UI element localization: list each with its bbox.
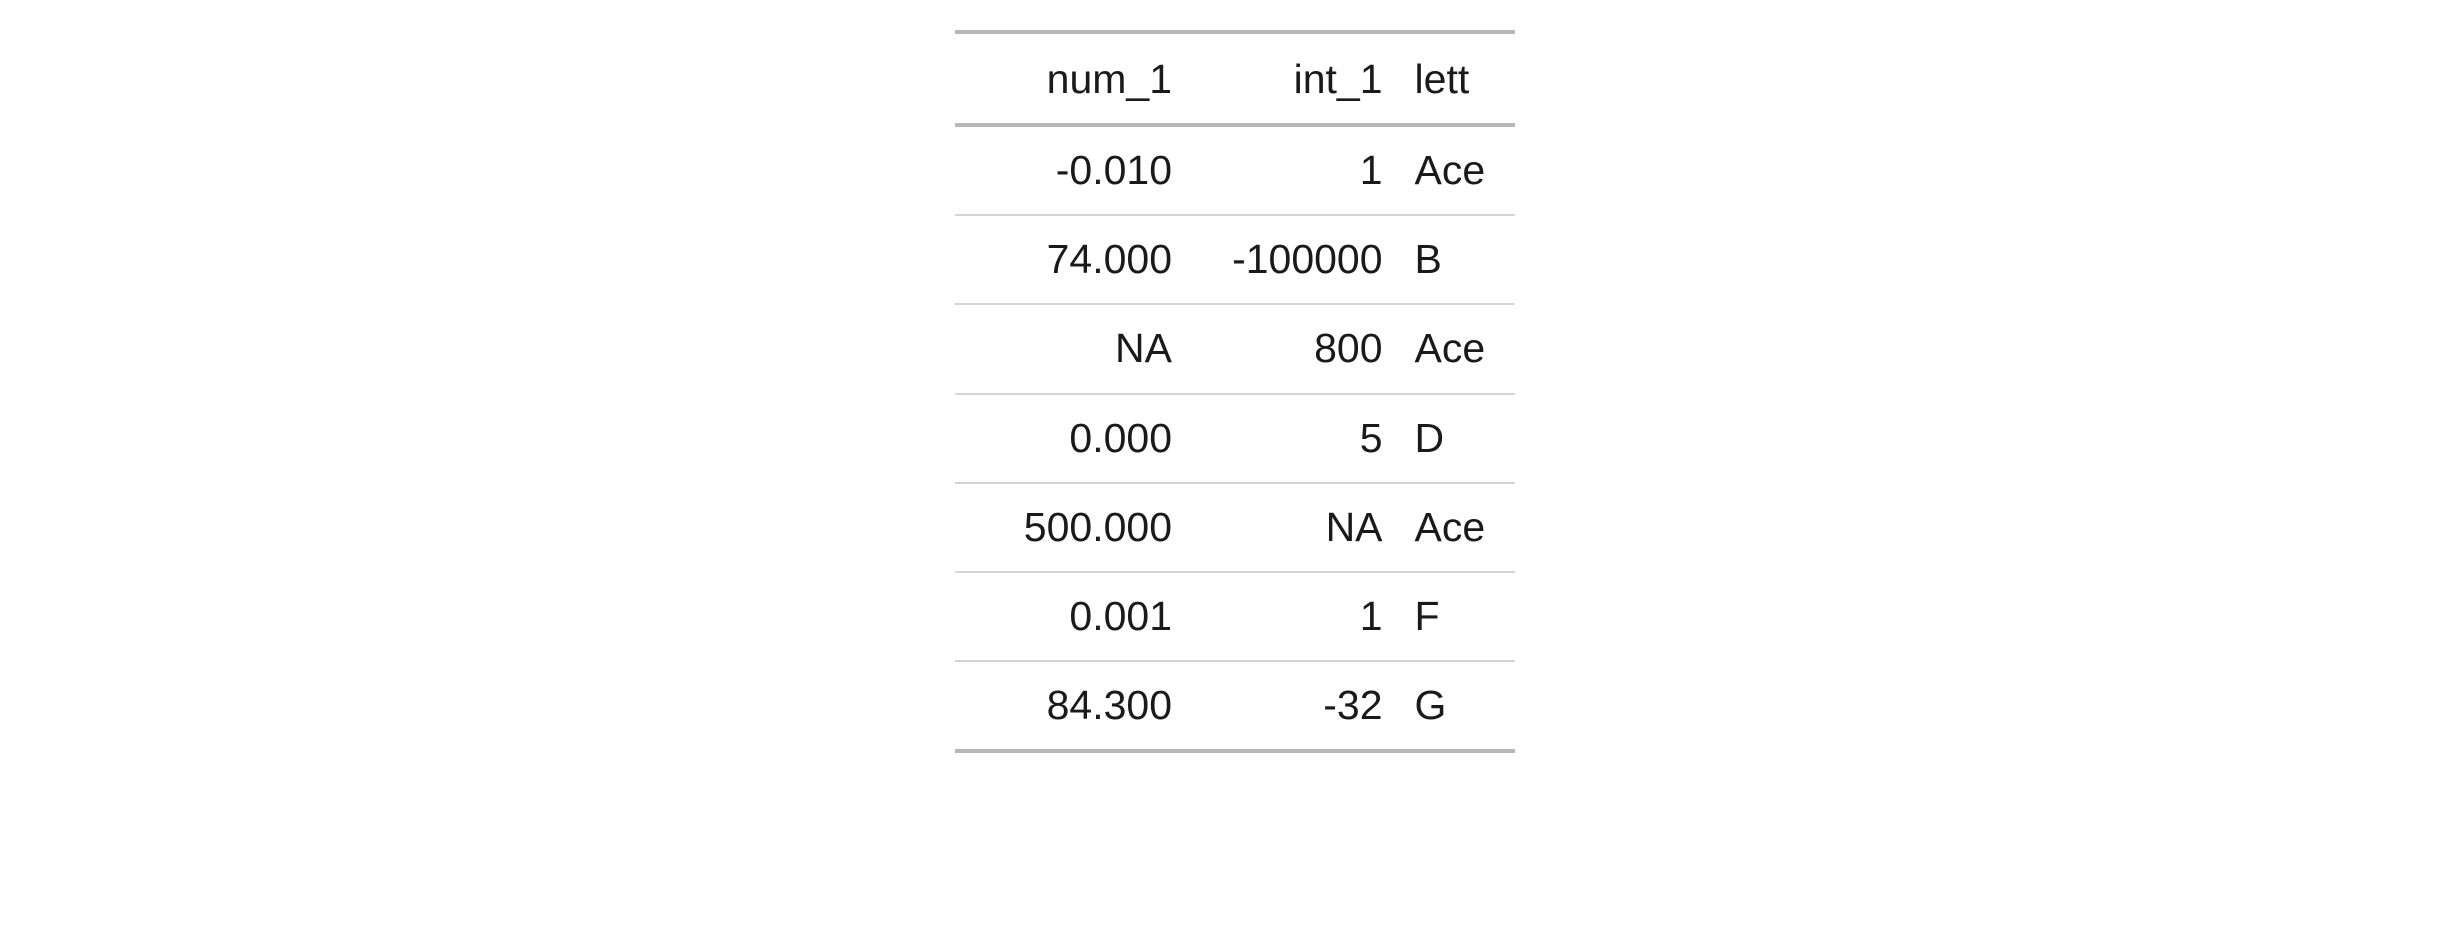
column-header-num_1: num_1 xyxy=(955,32,1186,125)
table-row xyxy=(955,661,1515,751)
column-header-lett: lett xyxy=(1397,32,1515,125)
cell-lett: G xyxy=(1397,661,1515,751)
table-row xyxy=(955,572,1515,661)
cell-lett: Ace xyxy=(1397,125,1515,215)
cell-int_1: 1 xyxy=(1186,572,1397,661)
table-header xyxy=(955,32,1515,125)
cell-int_1: 800 xyxy=(1186,304,1397,393)
cell-num_1: -0.010 xyxy=(955,125,1186,215)
cell-lett: Ace xyxy=(1397,483,1515,572)
cell-num_1: 0.001 xyxy=(955,572,1186,661)
cell-num_1: 74.000 xyxy=(955,215,1186,304)
table-body xyxy=(955,125,1515,751)
table-row xyxy=(955,125,1515,215)
table-row xyxy=(955,215,1515,304)
data-table xyxy=(955,30,1515,753)
table-row xyxy=(955,304,1515,393)
column-header-int_1: int_1 xyxy=(1186,32,1397,125)
cell-int_1: -100000 xyxy=(1186,215,1397,304)
cell-int_1: -32 xyxy=(1186,661,1397,751)
cell-num_1: 84.300 xyxy=(955,661,1186,751)
cell-lett: F xyxy=(1397,572,1515,661)
cell-lett: Ace xyxy=(1397,304,1515,393)
cell-num_1: 500.000 xyxy=(955,483,1186,572)
cell-lett: D xyxy=(1397,394,1515,483)
cell-lett: B xyxy=(1397,215,1515,304)
table-row xyxy=(955,483,1515,572)
table-row xyxy=(955,394,1515,483)
cell-int_1: 5 xyxy=(1186,394,1397,483)
cell-int_1: NA xyxy=(1186,483,1397,572)
data-table-container xyxy=(955,30,1515,753)
table-header-row xyxy=(955,32,1515,125)
cell-int_1: 1 xyxy=(1186,125,1397,215)
cell-num_1: NA xyxy=(955,304,1186,393)
cell-num_1: 0.000 xyxy=(955,394,1186,483)
